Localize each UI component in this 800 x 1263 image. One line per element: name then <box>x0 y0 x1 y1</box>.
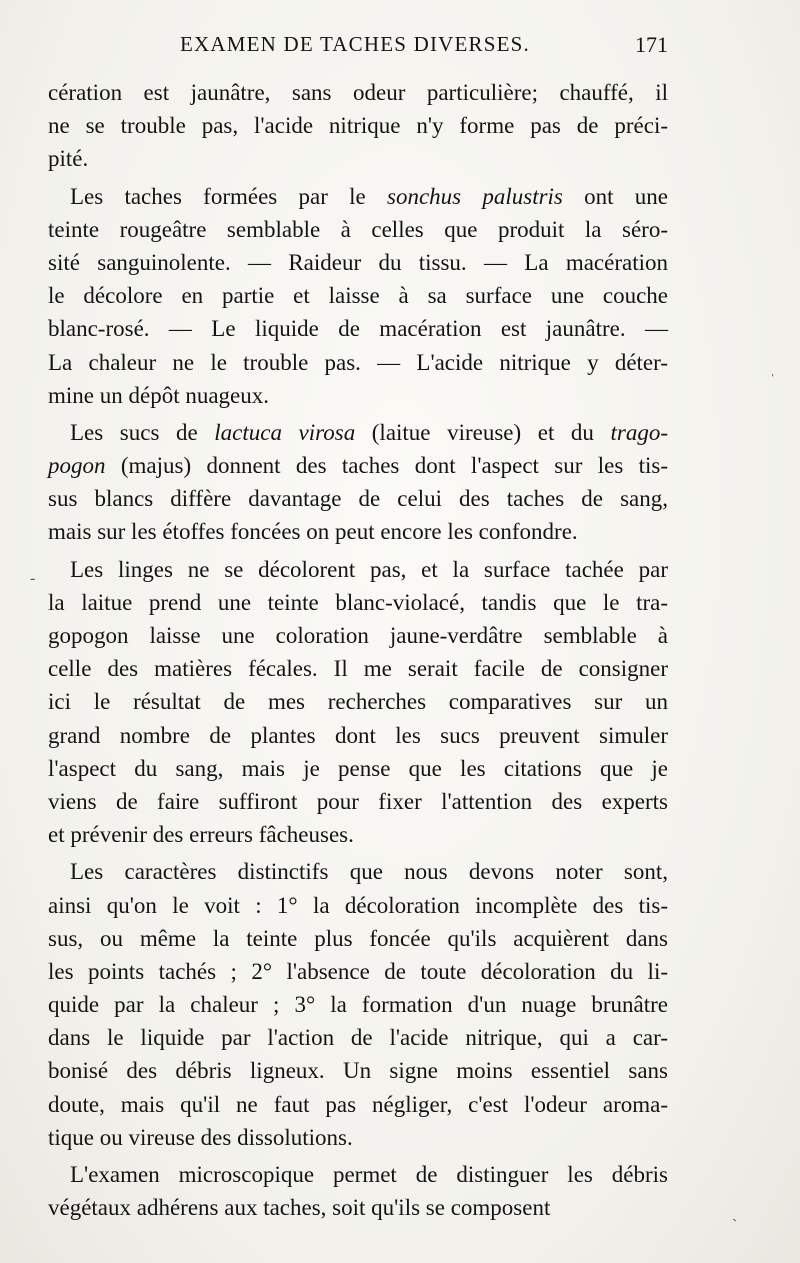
body-text <box>48 76 668 1224</box>
paragraph <box>48 553 668 852</box>
text-line <box>48 1191 668 1224</box>
text-segment: cération est jaunâtre, sans odeur particulière; chauffé, il <box>48 80 668 105</box>
paragraph <box>48 855 668 1154</box>
margin-mark: ˌ <box>770 360 776 377</box>
text-line <box>48 449 668 482</box>
page-header <box>48 32 668 62</box>
text-line <box>48 685 668 718</box>
text-line <box>48 482 668 515</box>
text-line <box>48 855 668 888</box>
text-segment: (majus) donnent des taches dont l'aspect sur les tis- <box>105 453 668 479</box>
text-segment: Les taches formées par le <box>70 183 387 209</box>
text-segment: sus blancs diffère davantage de celui des taches de sang, <box>48 486 668 512</box>
text-line <box>48 785 668 818</box>
text-segment: grand nombre de plantes dont les sucs preuvent simuler <box>48 722 668 748</box>
text-line <box>48 416 668 449</box>
text-line <box>48 515 668 548</box>
text-line <box>48 652 668 685</box>
text-line <box>48 1121 668 1154</box>
text-line <box>48 142 668 175</box>
text-segment: mais sur les étoffes foncées on peut encore les confondre. <box>48 519 578 545</box>
paragraph <box>48 180 668 412</box>
text-segment: (laitue vireuse) et du <box>355 419 611 445</box>
text-segment: viens de faire suffiront pour fixer l'attention des experts <box>48 788 668 814</box>
text-line <box>48 312 668 345</box>
text-segment: sité sanguinolente. — Raideur du tissu. — La macération <box>48 249 668 275</box>
text-line <box>48 1158 668 1191</box>
text-line <box>48 1021 668 1054</box>
text-segment: Les sucs de <box>70 419 215 445</box>
text-line <box>48 889 668 922</box>
text-line <box>48 922 668 955</box>
text-segment: La chaleur ne le trouble pas. — L'acide nitrique y déter- <box>48 349 668 375</box>
text-segment: ont une <box>562 183 668 209</box>
text-segment: tique ou vireuse des dissolutions. <box>48 1124 353 1150</box>
text-line <box>48 818 668 851</box>
text-segment: teinte rougeâtre semblable à celles que produit la séro- <box>48 216 668 242</box>
margin-mark: - <box>30 570 36 587</box>
text-segment: pité. <box>48 146 89 172</box>
running-head: EXAMEN DE TACHES DIVERSES. <box>180 32 530 56</box>
text-line <box>48 1054 668 1087</box>
text-line <box>48 246 668 279</box>
text-segment: dans le liquide par l'action de l'acide nitrique, qui a car- <box>48 1025 668 1051</box>
text-segment: quide par la chaleur ; 3° la formation d'un nuage brunâtre <box>48 992 668 1018</box>
latin-name: lactuca virosa <box>214 419 356 445</box>
text-line <box>48 553 668 586</box>
text-line <box>48 988 668 1021</box>
text-line <box>48 213 668 246</box>
text-line <box>48 752 668 785</box>
text-segment: l'aspect du sang, mais je pense que les citations que je <box>48 755 668 781</box>
latin-name: sonchus palustris <box>387 183 563 209</box>
text-line <box>48 346 668 379</box>
text-segment: le décolore en partie et laisse à sa surface une couche <box>48 283 668 309</box>
text-segment: doute, mais qu'il ne faut pas négliger, c'est l'odeur aroma- <box>48 1091 668 1117</box>
text-segment: sus, ou même la teinte plus foncée qu'ils acquièrent dans <box>48 925 668 951</box>
text-line <box>48 1088 668 1121</box>
latin-name: pogon <box>48 453 106 479</box>
text-line <box>48 180 668 213</box>
page-number: 171 <box>635 32 668 57</box>
text-segment: bonisé des débris ligneux. Un signe moins essentiel sans <box>48 1058 668 1084</box>
text-segment: Les caractères distinctifs que nous devons noter sont, <box>70 859 668 885</box>
paragraph <box>48 1158 668 1224</box>
text-segment: ne se trouble pas, l'acide nitrique n'y forme pas de préci- <box>48 113 668 139</box>
text-line <box>48 586 668 619</box>
text-segment: celle des matières fécales. Il me serait facile de consigner <box>48 656 668 682</box>
text-segment: Les linges ne se décolorent pas, et la surface tachée par <box>70 556 668 582</box>
text-segment: ainsi qu'on le voit : 1° la décoloration incomplète des tis- <box>48 892 668 918</box>
text-line <box>48 279 668 312</box>
text-line <box>48 719 668 752</box>
text-segment: la laitue prend une teinte blanc-violacé, tandis que le tra- <box>48 589 668 615</box>
text-segment: ici le résultat de mes recherches comparatives sur un <box>48 689 668 715</box>
text-segment: L'examen microscopique permet de distinguer les débris <box>70 1162 668 1187</box>
margin-mark: ˏ <box>732 1205 738 1222</box>
text-segment: mine un dépôt nuageux. <box>48 382 270 408</box>
text-segment: végétaux adhérens aux taches, soit qu'ils se composent <box>48 1195 551 1221</box>
text-segment: gopogon laisse une coloration jaune-verdâtre semblable à <box>48 623 668 648</box>
text-line <box>48 109 668 142</box>
paragraph <box>48 76 668 176</box>
text-line <box>48 619 668 652</box>
text-line <box>48 76 668 109</box>
paragraph <box>48 416 668 549</box>
text-segment: les points tachés ; 2° l'absence de toute décoloration du li- <box>48 958 668 984</box>
text-segment: et prévenir des erreurs fâcheuses. <box>48 822 354 848</box>
text-line <box>48 955 668 988</box>
latin-name: trago- <box>610 419 668 445</box>
text-segment: blanc-rosé. — Le liquide de macération est jaunâtre. — <box>48 316 668 342</box>
text-line <box>48 379 668 412</box>
